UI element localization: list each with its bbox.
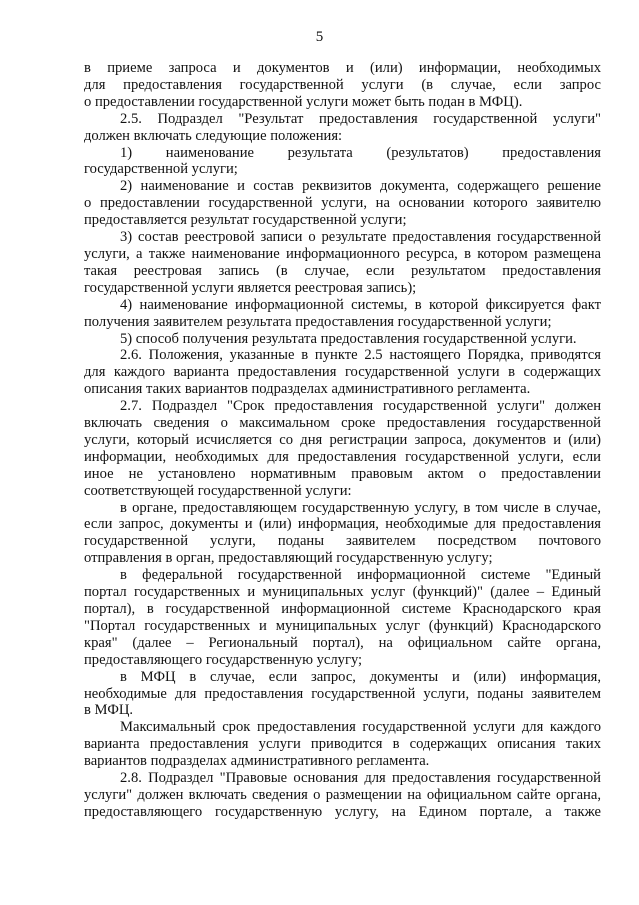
text-line: предоставляется результат государственной услуги; [84, 212, 407, 229]
text-line: Максимальный срок предоставления государственной услуги для каждого [120, 719, 601, 736]
text-line: государственной услуги; [84, 161, 238, 178]
text-line: соответствующей государственной услуги: [84, 482, 352, 499]
page-number: 5 [315, 29, 324, 45]
text-line: услуги, который исчисляется со дня регистрации запроса, документов и (или) [84, 431, 601, 448]
document-body [84, 60, 601, 821]
text-line: 1) наименование результата (результатов) предоставления [120, 144, 601, 161]
text-line: 4) наименование информационной системы, в которой фиксируется факт [120, 296, 601, 313]
text-line: вариантов подразделах административного регламента. [84, 753, 430, 770]
text-line: иное не установлено нормативным правовым актом о предоставлении [84, 465, 601, 482]
text-line: о предоставлении государственной услуги может быть подан в МФЦ). [84, 93, 523, 110]
text-line: о предоставлении государственной услуги, на основании которого заявителю [84, 195, 601, 212]
text-line: 2.6. Положения, указанные в пункте 2.5 настоящего Порядка, приводятся [120, 347, 601, 364]
text-line: для каждого варианта предоставления государственной услуги в содержащих [84, 364, 601, 381]
text-line: услуги, а также наименование информационного ресурса, в котором размещена [84, 245, 601, 262]
text-line: в федеральной государственной информационной системе "Единый [120, 567, 601, 584]
text-line: государственной услуги является реестровая запись); [84, 279, 417, 296]
text-line: портал государственных и муниципальных услуг (функций)" (далее – Единый [84, 584, 601, 601]
text-line: для предоставления государственной услуги (в случае, если запрос [84, 76, 601, 93]
text-line: описания таких вариантов подразделах административного регламента. [84, 381, 531, 398]
text-line: портал), в государственной информационной системе Краснодарского края [84, 601, 601, 617]
text-line: государственной услуги, поданы заявителем посредством почтового [84, 533, 601, 550]
text-line: в приеме запроса и документов и (или) информации, необходимых [84, 60, 601, 76]
text-line: получения заявителем результата предоставления государственной услуги; [84, 313, 552, 330]
text-line: такая реестровая запись (в случае, если результатом предоставления [84, 262, 601, 279]
text-line: "Портал государственных и муниципальных услуг (функций) Краснодарского [84, 617, 601, 634]
text-line: в МФЦ в случае, если запрос, документы и (или) информация, [120, 668, 601, 685]
text-line: 3) состав реестровой записи о результате предоставления государственной [120, 229, 601, 246]
text-line: 5) способ получения результата предоставления государственной услуги. [120, 330, 577, 347]
text-line: 2.5. Подраздел "Результат предоставления государственной услуги" [120, 110, 601, 127]
text-line: предоставляющего государственную услугу; [84, 651, 363, 668]
text-line: должен включать следующие положения: [84, 127, 343, 144]
text-line: 2.7. Подраздел "Срок предоставления государственной услуги" должен [120, 398, 601, 415]
text-line: в органе, предоставляющем государственную услугу, в том числе в случае, [120, 499, 601, 516]
text-line: включать сведения о максимальном сроке предоставления государственной [84, 415, 601, 432]
text-line: отправления в орган, предоставляющий государственную услугу; [84, 550, 493, 567]
text-line: 2) наименование и состав реквизитов документа, содержащего решение [120, 178, 601, 195]
text-line: 2.8. Подраздел "Правовые основания для предоставления государственной [120, 770, 601, 787]
text-line: информации, необходимых для предоставления государственной услуги, если [84, 448, 601, 465]
text-line: необходимые для предоставления государственной услуги, поданы заявителем [84, 685, 601, 702]
text-line: если запрос, документы и (или) информация, необходимые для предоставления [84, 516, 601, 533]
text-line: услуги" должен включать сведения о размещении на официальном сайте органа, [84, 786, 601, 803]
text-line: в МФЦ. [84, 702, 134, 719]
text-line: края" (далее – Региональный портал), на официальном сайте органа, [84, 634, 601, 651]
text-line: предоставляющего государственную услугу, на Едином портале, а также [84, 803, 601, 820]
text-line: варианта предоставления услуги приводится в содержащих описания таких [84, 736, 601, 753]
